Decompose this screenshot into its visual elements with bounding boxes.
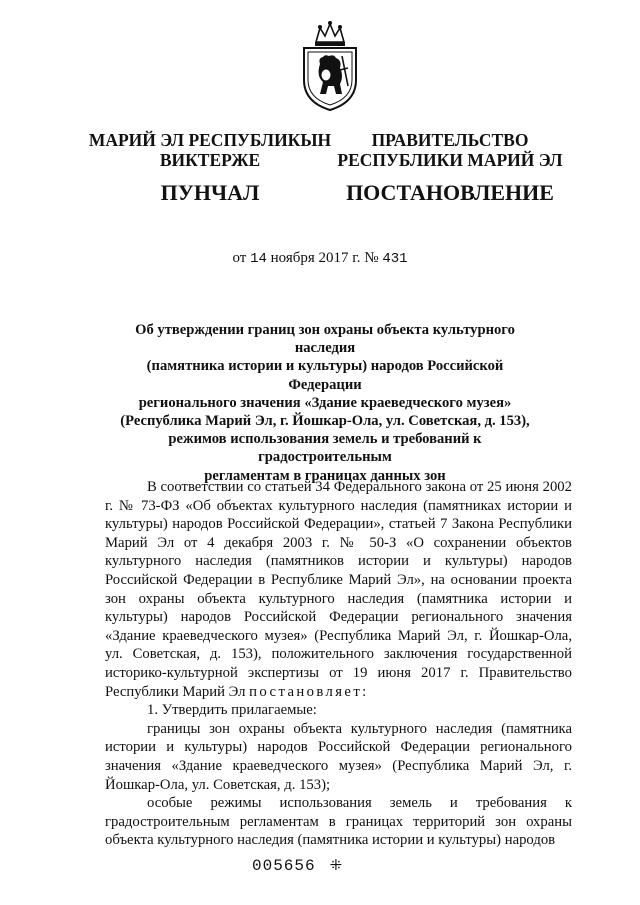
title-line: режимов использования земель и требований к градостроительным bbox=[168, 431, 482, 466]
document-body bbox=[105, 478, 572, 850]
coat-of-arms-icon bbox=[298, 20, 362, 112]
title-line: (Республика Марий Эл, г. Йошкар-Ола, ул. Советская, д. 153), bbox=[120, 413, 530, 430]
decree-date-number bbox=[0, 250, 640, 267]
serial-digits: 005656 bbox=[252, 857, 316, 875]
decree-prefix: от bbox=[232, 250, 247, 266]
title-line: регламентам в границах данных зон bbox=[204, 467, 446, 484]
header-left-line1: МАРИЙ ЭЛ РЕСПУБЛИКЫН bbox=[88, 130, 332, 150]
decree-day: 14 bbox=[250, 251, 267, 267]
decree-number: 431 bbox=[382, 251, 408, 267]
preamble-paragraph bbox=[105, 478, 572, 701]
decree-month-year: ноября 2017 г. bbox=[270, 250, 361, 266]
header-left-doc-type: ПУНЧАЛ bbox=[160, 180, 260, 205]
header-right bbox=[320, 130, 580, 206]
header-right-line2: РЕСПУБЛИКИ МАРИЙ ЭЛ bbox=[337, 150, 563, 170]
clause-1a: границы зон охраны объекта культурного наследия (памятника истории и культуры) народов Российской Федерации регионального значения «Здание краеведческого музея» (Республика Марий Эл, г. Йошкар-Ола, ул. Советская, д. 153); bbox=[105, 720, 572, 793]
preamble-resolves: постановляет: bbox=[249, 683, 369, 700]
header-right-doc-type: ПОСТАНОВЛЕНИЕ bbox=[346, 180, 554, 205]
clause-1b: особые режимы использования земель и требования к градостроительным регламентам в границах территорий зон охраны объекта культурного наследия (памятника истории и культуры) народов bbox=[105, 795, 572, 849]
document-title bbox=[110, 321, 540, 485]
title-line: регионального значения «Здание краеведческого музея» bbox=[138, 394, 512, 411]
title-line: (памятника истории и культуры) народов Российской Федерации bbox=[146, 358, 504, 393]
serial-number bbox=[252, 856, 343, 875]
header-right-line1: ПРАВИТЕЛЬСТВО bbox=[371, 130, 529, 150]
clause-1: 1. Утвердить прилагаемые: bbox=[147, 702, 317, 719]
header-left-line2: ВИКТЕРЖЕ bbox=[159, 150, 261, 170]
decree-number-sign: № bbox=[364, 250, 379, 266]
serial-mark-icon: ⁜ bbox=[329, 858, 344, 875]
preamble-text: В соответствии со статьей 34 Федерального закона от 25 июня 2002 г. № 73-ФЗ «Об объектах культурного наследия (памятниках истории и культуры) народов Российской Федерации», статьей 7 Закона Республики Марий Эл от 4 декабря 2003 г. № 50-З «О сохранении объектов культурного наследия (памятников истории и культуры) народов Российской Федерации в Республике Марий Эл», на основании проекта зон охраны объекта культурного наследия (памятника истории и культуры) народов Российской Федерации регионального значения «Здание краеведческого музея» (Республика Марий Эл, г. Йошкар-Ола, ул. Советская, д. 153), положительного заключения государственной историко-культурной экспертизы от 19 июня 2017 г. bbox=[105, 479, 572, 681]
title-line: Об утверждении границ зон охраны объекта культурного наследия bbox=[135, 322, 515, 357]
preamble-tail: Правительство Республики Марий Эл bbox=[105, 664, 572, 700]
header-left bbox=[80, 130, 340, 206]
